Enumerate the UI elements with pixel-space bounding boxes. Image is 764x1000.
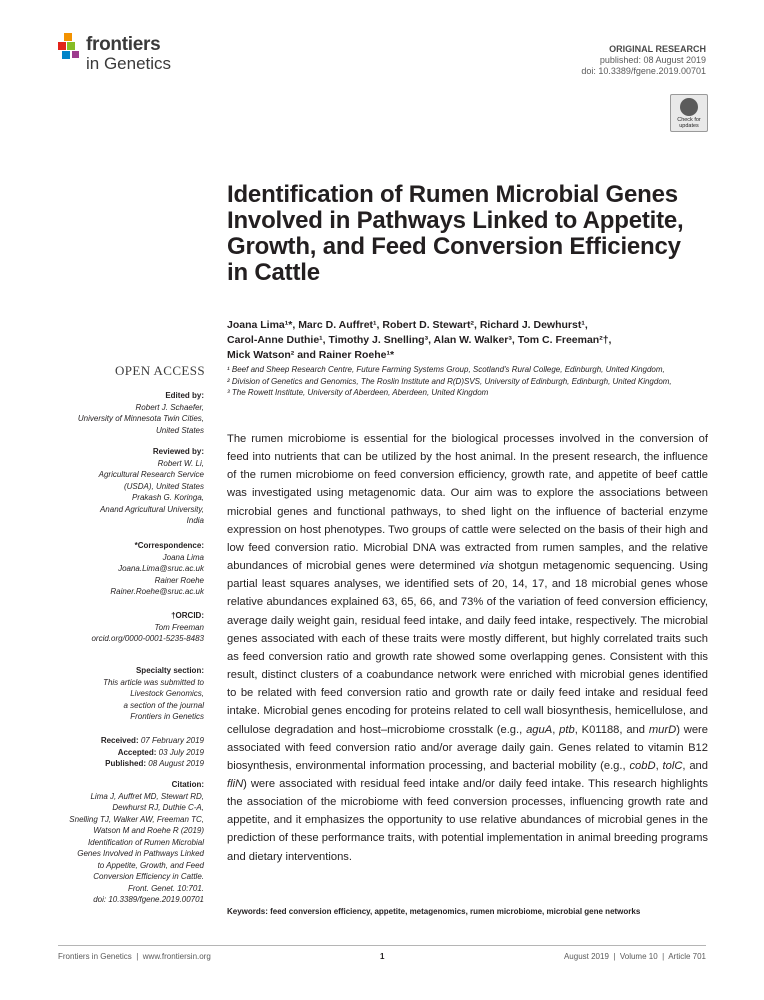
received-value: 07 February 2019 xyxy=(140,736,204,745)
reviewed-by-label: Reviewed by: xyxy=(152,447,204,456)
reviewer-line: Robert W. Li, xyxy=(157,458,204,468)
edited-by-section xyxy=(60,390,204,436)
abstract-text: , K01188, and xyxy=(574,723,649,736)
orcid-label: †ORCID: xyxy=(171,611,204,620)
accepted-label: Accepted: xyxy=(117,747,157,757)
affiliations xyxy=(227,364,717,399)
reviewer-line: India xyxy=(186,516,204,525)
abstract-text: ) were associated with feed conversion ratio and/or average daily gain. Genes related to vitamin B12 biosynthesis, environmental information processing, and bacterial mobility (e.g., xyxy=(227,723,708,772)
received-date xyxy=(60,735,204,747)
abstract-text: shotgun metagenomic sequencing. Using partial least squares analyses, we identified sets of 20, 14, 17, and 18 microbial genes whose relative abundances explained 63, 65, 66, and 73% of the variation of feed conversion efficiency, average daily weight gain, residual feed intake, and daily feed intake, respectively. The microbial genes associated with each of these traits were mostly different, but highly correlated traits such as feed conversion ratio and growth rate showed some overlapping genes. Consistent with this result, distinct clusters of a coabundance network were enriched with microbial genes identified to be related with feed conversion ratio and growth rate or daily feed intake and residual feed intake. Microbial genes encoding for proteins related to cell wall biosynthesis, hemicellulose, and cellulose degradation and host–microbiome crosstalk (e.g., xyxy=(227,560,709,736)
citation-line: Lima J, Auffret MD, Stewart RD, xyxy=(90,791,204,801)
check-updates-icon xyxy=(680,98,698,116)
received-label: Received: xyxy=(100,736,139,745)
citation-line: Identification of Rumen Microbial xyxy=(87,837,204,847)
specialty-line: Livestock Genomics, xyxy=(130,689,204,698)
gene-name: aguA xyxy=(526,723,553,736)
correspondence-label: *Correspondence: xyxy=(134,541,204,550)
citation-doi[interactable]: doi: 10.3389/fgene.2019.00701 xyxy=(93,895,204,904)
abstract-text: The rumen microbiome is essential for the biological processes involved in the conversion of feed into nutrients that can be utilized by the host animal. In the present research, the influence of the rumen microbiome on feed conversion efficiency, growth rate, and appetite of beef cattle was investigated using metagenomic data. Our aim was to explore the associations between microbial genes and functional pathways, to shed light on the influence of bacterial enzyme expression on host phenotypes. Two groups of cattle were selected on the basis of their high and low feed conversion ratio. Microbial DNA was extracted from rumen samples, and the relative abundances of microbial genes were determined xyxy=(227,433,708,573)
citation-line: Conversion Efficiency in Cattle. xyxy=(93,872,204,881)
check-for-updates-badge[interactable] xyxy=(670,94,708,132)
abstract xyxy=(227,430,708,866)
specialty-line: Frontiers in Genetics xyxy=(130,712,204,721)
reviewer-line: (USDA), United States xyxy=(123,481,204,491)
footer-issue-info: August 2019 | Volume 10 | Article 701 xyxy=(563,952,706,961)
journal-name-line1: frontiers xyxy=(86,34,161,55)
gene-name: fliN xyxy=(227,777,244,790)
specialty-section xyxy=(60,665,204,723)
reviewed-by-section xyxy=(60,446,204,527)
published-value: 08 August 2019 xyxy=(148,759,204,768)
citation-line: Snelling TJ, Walker AW, Freeman TC, xyxy=(69,814,204,824)
edited-by-label: Edited by: xyxy=(165,391,204,400)
gene-name: cobD xyxy=(629,759,656,772)
abstract-italic: via xyxy=(479,560,495,573)
affiliation: ³ The Rowett Institute, University of Aberdeen, Aberdeen, United Kingdom xyxy=(227,388,489,397)
footer-divider xyxy=(58,945,706,946)
article-doi[interactable]: doi: 10.3389/fgene.2019.00701 xyxy=(581,66,706,76)
citation-line: Dewhurst RJ, Duthie C-A, xyxy=(112,803,204,812)
correspondence-email[interactable]: Joana.Lima@sruc.ac.uk xyxy=(118,564,204,573)
correspondence-email[interactable]: Rainer.Roehe@sruc.ac.uk xyxy=(110,587,204,596)
accepted-date xyxy=(60,747,204,759)
journal-name-line2: in Genetics xyxy=(86,54,172,73)
citation-label: Citation: xyxy=(171,780,204,789)
abstract-text: ) were associated with residual feed intake and/or daily feed intake. This research highlights the association of the microbiome with feed conversion processes, influencing growth rate and appetite, and it emphasizes the opportunity to use relative abundances of microbial genes in the prediction of these performance traits, with potential implementation in animal breeding programs and dietary interventions. xyxy=(227,777,708,863)
accepted-value: 03 July 2019 xyxy=(158,747,204,757)
reviewer-line: Agricultural Research Service xyxy=(98,470,204,479)
citation-line: Watson M and Roehe R (2019) xyxy=(93,826,204,835)
published-label: Published: xyxy=(105,759,147,768)
article-meta xyxy=(581,44,706,77)
citation-line: Genes Involved in Pathways Linked xyxy=(77,849,204,858)
abstract-text: , and xyxy=(682,759,709,772)
gene-name: ptb xyxy=(559,723,575,736)
author-list xyxy=(227,318,707,363)
affiliation: ¹ Beef and Sheep Research Centre, Future Farming Systems Group, Scotland's Rural College, Edinburgh, United Kingdom, xyxy=(227,365,665,374)
orcid-name: Tom Freeman xyxy=(154,622,204,632)
gene-name: murD xyxy=(648,723,677,736)
journal-logo[interactable] xyxy=(58,33,198,77)
gene-name: tolC xyxy=(662,759,683,772)
author-line: Mick Watson² and Rainer Roehe¹* xyxy=(227,349,395,361)
citation-section xyxy=(60,779,204,906)
abstract-text: , xyxy=(655,759,663,772)
author-line: Joana Lima¹*, Marc D. Auffret¹, Robert D. Stewart², Richard J. Dewhurst¹, xyxy=(227,319,588,331)
specialty-line: This article was submitted to xyxy=(103,677,204,687)
published-date: published: 08 August 2019 xyxy=(599,55,706,65)
frontiers-logo-icon xyxy=(58,33,84,63)
reviewer-line: Anand Agricultural University, xyxy=(99,504,204,514)
abstract-text: , xyxy=(552,723,560,736)
page-number: 1 xyxy=(380,952,385,961)
published-date-sidebar xyxy=(60,758,204,770)
affiliation: ² Division of Genetics and Genomics, The Roslin Institute and R(D)SVS, University of Edinburgh, Edinburgh, United Kingdom, xyxy=(227,376,672,386)
citation-line: Front. Genet. 10:701. xyxy=(127,883,204,893)
reviewer-line: Prakash G. Koringa, xyxy=(131,493,204,502)
correspondence-section xyxy=(60,540,204,598)
editor-line: Robert J. Schaefer, xyxy=(135,402,204,412)
keywords: Keywords: feed conversion efficiency, appetite, metagenomics, rumen microbiome, microbial gene networks xyxy=(227,907,641,916)
specialty-label: Specialty section: xyxy=(135,666,204,675)
open-access-label: OPEN ACCESS xyxy=(114,363,205,378)
orcid-section xyxy=(60,610,204,645)
dates-section xyxy=(60,735,204,770)
specialty-line: a section of the journal xyxy=(123,700,204,710)
check-updates-label: Check for updates xyxy=(677,117,701,129)
orcid-link[interactable]: orcid.org/0000-0001-5235-8483 xyxy=(91,634,204,643)
article-title: Identification of Rumen Microbial Genes Involved in Pathways Linked to Appetite, Growth, and Feed Conversion Efficiency in Cattle xyxy=(227,181,684,286)
author-line: Carol-Anne Duthie¹, Timothy J. Snelling³, Alan W. Walker³, Tom C. Freeman²†, xyxy=(227,334,612,346)
footer-journal-link[interactable]: Frontiers in Genetics | www.frontiersin.org xyxy=(58,952,211,961)
citation-line: to Appetite, Growth, and Feed xyxy=(97,860,204,870)
article-type: ORIGINAL RESEARCH xyxy=(609,44,706,54)
correspondence-name: Rainer Roehe xyxy=(154,575,204,585)
editor-line: University of Minnesota Twin Cities, xyxy=(77,414,204,423)
editor-line: United States xyxy=(155,425,204,435)
correspondence-name: Joana Lima xyxy=(162,552,204,562)
